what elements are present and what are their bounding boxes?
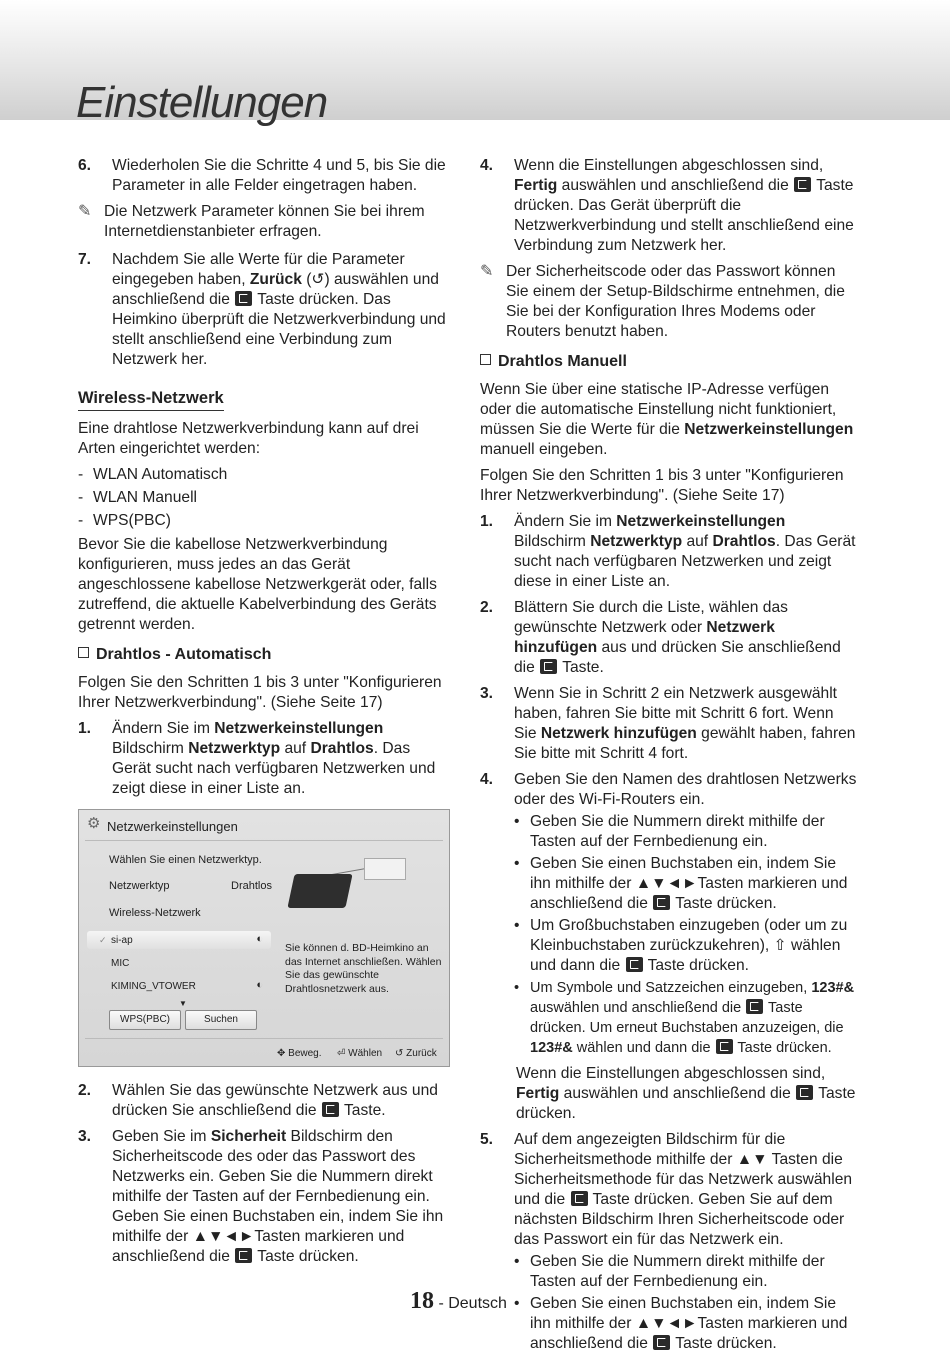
bullet-list xyxy=(514,1252,860,1354)
list-item: - WLAN Manuell xyxy=(78,489,197,506)
search-button[interactable]: Suchen xyxy=(185,1010,257,1030)
step-continuation: Wenn die Einstellungen abgeschlossen sind, Fertig auswählen und anschließend die Taste drücken. xyxy=(516,1065,856,1122)
chevron-down-icon: ▼ xyxy=(179,999,187,1008)
enter-key-icon xyxy=(626,957,643,972)
step-number: 1. xyxy=(78,720,92,737)
note-text: Die Netzwerk Parameter können Sie bei ihrem Internetdienstanbieter erfragen. xyxy=(104,203,425,240)
list-item: • Um Großbuchstaben einzugeben (oder um zu Kleinbuchstaben zurückzukehren), ⇧ wählen und dann die Taste drücken. xyxy=(514,917,848,974)
section-heading-wireless: Wireless-Netzwerk xyxy=(78,388,224,411)
select-hint: ⏎ Wählen xyxy=(337,1048,383,1059)
step-number: 4. xyxy=(480,157,494,174)
step-number: 2. xyxy=(480,599,494,616)
list-item: - WLAN Automatisch xyxy=(78,466,228,483)
wps-pbc-button[interactable]: WPS(PBC) xyxy=(109,1010,181,1030)
page-number: 18 xyxy=(410,1288,434,1314)
step-number: 4. xyxy=(480,771,494,788)
page-header xyxy=(0,0,950,127)
network-item[interactable]: ✓ si-ap ◐ xyxy=(87,931,271,949)
router-illustration xyxy=(364,858,406,880)
step-manual-3: 3. Wenn Sie in Schritt 2 ein Netzwerk ausgewählt haben, fahren Sie bitte mit Schritt 6 fort. Wenn Sie Netzwerk hinzufügen gewählt haben, fahren Sie bitte mit Schritt 4 fort. xyxy=(480,685,856,762)
list-item: • Geben Sie einen Buchstaben ein, indem Sie ihn mithilfe der ▲▼◄►Tasten markieren und anschließend die Taste drücken. xyxy=(514,1295,848,1352)
back-hint: ↺ Zurück xyxy=(395,1048,437,1059)
checkbox-icon xyxy=(78,647,89,658)
list-item: • Um Symbole und Satzzeichen einzugeben, 123#& auswählen und anschließend die Taste drücken. Um erneut Buchstaben anzuzeigen, die 123#& wählen und dann die Taste drücken. xyxy=(514,980,855,1056)
enter-key-icon xyxy=(571,1191,588,1206)
page-footer xyxy=(410,1288,507,1315)
panel-prompt: Wählen Sie einen Netzwerktyp. xyxy=(109,854,262,866)
step-6 xyxy=(78,156,450,196)
wireless-network-label: Wireless-Netzwerk xyxy=(109,907,201,919)
panel-info-text: Sie können d. BD-Heimkino an das Internet anschließen. Wählen Sie das gewünschte Drahtlosnetzwerk aus. xyxy=(285,942,442,995)
left-column xyxy=(78,156,450,1273)
paragraph: Bevor Sie die kabellose Netzwerkverbindung konfigurieren, muss jedes an das Gerät angeschlossene kabellose Netzwerkgerät oder, falls zutreffend, die aktuelle Kabelverbindung des Geräts getrennt werden. xyxy=(78,536,437,633)
paragraph: Folgen Sie den Schritten 1 bis 3 unter "Konfigurieren Ihrer Netzwerkverbindung". (Siehe Seite 17) xyxy=(78,674,442,711)
bullet-list xyxy=(514,812,860,1058)
panel-title: Netzwerkeinstellungen xyxy=(107,819,238,834)
step-number: 7. xyxy=(78,251,92,268)
network-settings-screenshot xyxy=(78,809,450,1067)
enter-key-icon xyxy=(746,999,763,1014)
step-auto-1: 1. Ändern Sie im Netzwerkeinstellungen Bildschirm Netzwerktyp auf Drahtlos. Das Gerät sucht nach verfügbaren Netzwerken und zeigt diese in einer Liste an. xyxy=(78,720,436,797)
gear-icon: ⚙ xyxy=(87,815,101,832)
paragraph: Eine drahtlose Netzwerkverbindung kann auf drei Arten eingerichtet werden: xyxy=(78,420,419,457)
step-manual-1: 1. Ändern Sie im Netzwerkeinstellungen Bildschirm Netzwerktyp auf Drahtlos. Das Gerät sucht nach verfügbaren Netzwerken und zeigt diese in einer Liste an. xyxy=(480,513,856,590)
step-auto-2: 2. Wählen Sie das gewünschte Netzwerk aus und drücken Sie anschließend die Taste. xyxy=(78,1082,438,1119)
checkbox-icon xyxy=(480,354,491,365)
pencil-icon: ✎ xyxy=(480,263,494,280)
paragraph: Folgen Sie den Schritten 1 bis 3 unter "Konfigurieren Ihrer Netzwerkverbindung". (Siehe Seite 17) xyxy=(480,467,844,504)
device-illustration xyxy=(287,874,352,908)
network-type-value[interactable]: Drahtlos xyxy=(231,880,272,892)
step-text-part: Nachdem Sie alle Werte für die Parameter eingegeben haben, xyxy=(112,251,405,288)
page-language: - Deutsch xyxy=(438,1295,507,1312)
step-text-part: (↺) auswählen und anschließend die xyxy=(112,271,439,308)
pencil-icon: ✎ xyxy=(78,203,92,220)
network-item[interactable]: KIMING_VTOWER ◐ xyxy=(111,979,263,992)
step-number: 1. xyxy=(480,513,494,530)
note xyxy=(78,202,450,242)
enter-key-icon xyxy=(653,895,670,910)
list-item: - WPS(PBC) xyxy=(78,512,171,529)
list-item: • Geben Sie die Nummern direkt mithilfe der Tasten auf der Fernbedienung ein. xyxy=(514,813,825,850)
note-text: Der Sicherheitscode oder das Passwort können Sie einem der Setup-Bildschirme entnehmen, die Sie bei der Konfiguration Ihres Modems oder Routers benutzt haben. xyxy=(506,263,845,340)
enter-key-icon xyxy=(653,1335,670,1350)
right-column xyxy=(480,156,860,1360)
page-title: Einstellungen xyxy=(76,78,328,127)
subsection-heading-manual: Drahtlos Manuell xyxy=(480,352,860,372)
wireless-options-list xyxy=(78,465,450,531)
move-hint: ✥ Beweg. xyxy=(277,1048,322,1059)
enter-key-icon xyxy=(540,659,557,674)
step-auto-4: 4. Wenn die Einstellungen abgeschlossen sind, Fertig auswählen und anschließend die Taste drücken. Das Gerät überprüft die Netzwerkverbindung und stellt anschließend eine Verbindung zum Netzwerk her. xyxy=(480,157,854,254)
step-number: 3. xyxy=(480,685,494,702)
list-item: • Geben Sie die Nummern direkt mithilfe der Tasten auf der Fernbedienung ein. xyxy=(514,1253,825,1290)
network-type-label: Netzwerktyp xyxy=(109,880,170,892)
step-number: 2. xyxy=(78,1082,92,1099)
step-7 xyxy=(78,250,450,370)
step-text-part: Taste drücken. Das Heimkino überprüft die Netzwerkverbindung und stellt anschließend eine Verbindung zum Netzwerk her. xyxy=(112,291,446,368)
enter-key-icon xyxy=(322,1102,339,1117)
step-number: 3. xyxy=(78,1128,92,1145)
paragraph: Wenn Sie über eine statische IP-Adresse verfügen oder die automatische Einstellung nicht funktioniert, müssen Sie die Werte für die Netzwerkeinstellungen manuell eingeben. xyxy=(480,381,854,458)
step-manual-5: 5. Auf dem angezeigten Bildschirm für die Sicherheitsmethode mithilfe der ▲▼ Tasten die Sicherheitsmethode für das Netzwerk auswählen und die Taste drücken. Geben Sie auf dem nächsten Bildschirm Ihren Sicherheitscode oder das Passwort ein für das Netzwerk ein. • Geben Sie die Nummern direkt mithilfe der Tasten auf der Fernbedienung ein. • Geben Sie einen Buchstaben ein, indem Sie ihn mithilfe der ▲▼◄►Tasten markieren und anschließend die Taste drücken. xyxy=(480,1130,860,1354)
note xyxy=(480,262,860,342)
list-item: • Geben Sie einen Buchstaben ein, indem Sie ihn mithilfe der ▲▼◄►Tasten markieren und anschließend die Taste drücken. xyxy=(514,855,848,912)
enter-key-icon xyxy=(235,1248,252,1263)
shift-arrow-icon: ⇧ xyxy=(773,937,787,954)
step-auto-3: 3. Geben Sie im Sicherheit Bildschirm den Sicherheitscode des oder das Passwort des Netzwerks ein. Geben Sie die Nummern direkt mithilfe der Tasten auf der Fernbedienung ein. Geben Sie einen Buchstaben ein, indem Sie ihn mithilfe der ▲▼◄►Tasten markieren und anschließend die Taste drücken. xyxy=(78,1128,444,1265)
step-manual-2: 2. Blättern Sie durch die Liste, wählen das gewünschte Netzwerk oder Netzwerk hinzufügen aus und drücken Sie anschließend die Taste. xyxy=(480,599,841,676)
step-text: Wiederholen Sie die Schritte 4 und 5, bis Sie die Parameter in alle Felder eingetragen haben. xyxy=(112,157,446,194)
subsection-heading-auto: Drahtlos - Automatisch xyxy=(78,645,450,665)
enter-key-icon xyxy=(794,177,811,192)
bold-term: Zurück xyxy=(249,271,302,288)
enter-key-icon xyxy=(716,1039,733,1054)
step-number: 6. xyxy=(78,157,92,174)
enter-key-icon xyxy=(796,1085,813,1100)
enter-key-icon xyxy=(235,291,252,306)
network-item[interactable]: MIC xyxy=(111,958,130,969)
step-manual-4: 4. Geben Sie den Namen des drahtlosen Netzwerks oder des Wi-Fi-Routers ein. • Geben Sie die Nummern direkt mithilfe der Tasten auf der Fernbedienung ein. • Geben Sie einen Buchstaben ein, indem Sie ihn mithilfe der ▲▼◄►Tasten markieren und anschließend die Taste drücken. • Um Großbuchstaben einzugeben (oder um zu Kleinbuchstaben zurückzukehren), ⇧ wählen und dann die Taste drücken. • Um Symbole und Satzzeichen einzugeben, 123#& auswählen und anschließend die Taste drücken. Um erneut Buchstaben anzuzeigen, die 123#& wählen und dann die Taste drücken. Wenn die Einstellungen abgeschlossen sind, Fertig auswählen und anschließend die Taste drücken. xyxy=(480,770,860,1124)
step-number: 5. xyxy=(480,1131,494,1148)
